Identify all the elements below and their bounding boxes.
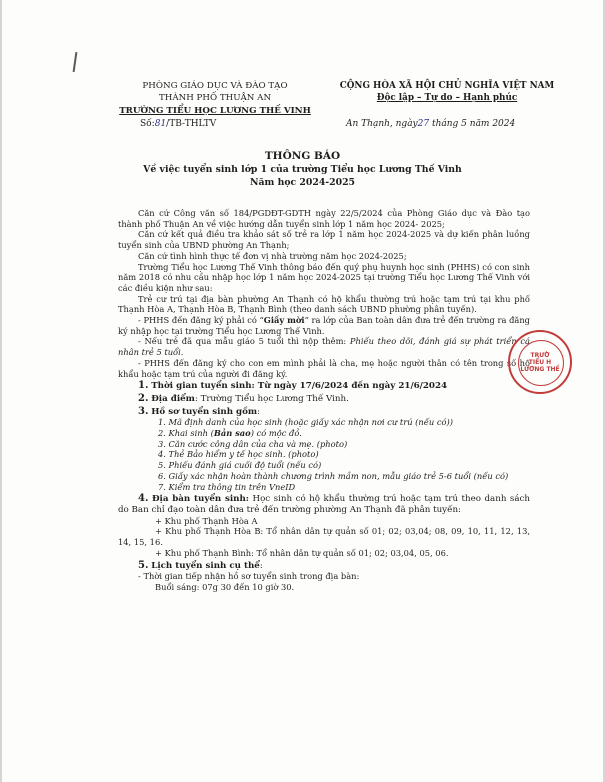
schedule-item: Buổi sáng: 07g 30 đến 10 giờ 30. bbox=[155, 581, 295, 592]
list-item: 2. Khai sinh (Bản sao) có mộc đỏ. bbox=[158, 428, 302, 439]
document-list bbox=[158, 417, 530, 492]
intro-paragraph: Căn cứ kết quả điều tra khảo sát số trẻ ra lớp 1 năm học 2024-2025 và dự kiến phân luồng tuyển sinh của UBND phường An Thạnh; bbox=[118, 229, 530, 251]
schedule-item: - Thời gian tiếp nhận hồ sơ tuyển sinh trong địa bàn: bbox=[138, 571, 360, 582]
area-item: + Khu phố Thạnh Hòa A bbox=[155, 515, 258, 526]
seal-text: TRƯỜ TIỂU H LƯƠNG THẾ bbox=[520, 352, 560, 373]
department-name: PHÒNG GIÁO DỤC VÀ ĐÀO TẠO bbox=[142, 81, 288, 91]
national-motto: Độc lập – Tự do – Hạnh phúc bbox=[376, 93, 518, 104]
rule-kindergarten: - Nếu trẻ đã qua mẫu giáo 5 tuổi thì nộp thêm: Phiếu theo dõi, đánh giá sự phát triển cá nhân trẻ 5 tuổi. bbox=[118, 336, 530, 358]
intro-paragraph: Trường Tiểu học Lương Thế Vinh thông báo đến quý phụ huynh học sinh (PHHS) có con sinh năm 2018 có nhu cầu nhập học lớp 1 năm học 2024-2025 tại trường Tiểu học Lương Thế Vinh với các điều kiện như sau: bbox=[118, 261, 530, 293]
rule-guardian: - PHHS đến đăng ký cho con em mình phải là cha, mẹ hoặc người thân có tên trong số hộ khẩu hoặc tạm trú của người đi đăng ký. bbox=[118, 357, 530, 379]
list-item: 1. Mã định danh của học sinh (hoặc giấy xác nhận nơi cư trú (nếu có)) bbox=[158, 417, 453, 428]
page-edge-left bbox=[0, 0, 2, 782]
document-number: Số:81/TB-THLTV bbox=[140, 119, 217, 129]
school-seal bbox=[508, 330, 572, 394]
rule-invitation: - PHHS đến đăng ký phải có “Giấy mời” ra lớp của Ban toàn dân đưa trẻ đến trường ra đăng ký nhập học tại trường Tiểu học Lương Thế Vinh. bbox=[118, 315, 530, 336]
intro-paragraph: Căn cứ Công văn số 184/PGDĐT-GDTH ngày 22/5/2024 của Phòng Giáo dục và Đào tạo thành phố Thuận An về việc hướng dẫn tuyển sinh lớp 1 năm học 2024- 2025; bbox=[118, 208, 530, 229]
handwritten-mark bbox=[73, 52, 77, 72]
school-year: Năm học 2024-2025 bbox=[249, 177, 356, 188]
intro-paragraph: Trẻ cư trú tại địa bàn phường An Thạnh có hộ khẩu thường trú hoặc tạm trú tại khu phố Thạnh Hòa A, Thạnh Hòa B, Thạnh Bình (theo danh sách UBND phường phân tuyến). bbox=[118, 293, 530, 315]
issuer-block bbox=[115, 80, 315, 117]
country-name: CỘNG HÒA XÃ HỘI CHỦ NGHĨA VIỆT NAM bbox=[339, 81, 555, 91]
section-schedule: 5. Lịch tuyển sinh cụ thể: bbox=[138, 559, 263, 571]
intro-paragraph: Căn cứ tình hình thực tế đơn vị nhà trường năm học 2024-2025; bbox=[138, 250, 407, 261]
notice-subtitle: Về việc tuyển sinh lớp 1 của trường Tiểu học Lương Thế Vinh bbox=[143, 164, 462, 175]
handwritten-day: 27 bbox=[417, 119, 430, 129]
list-item: 5. Phiếu đánh giá cuối độ tuổi (nếu có) bbox=[158, 460, 322, 471]
list-item: 3. Căn cước công dân của cha và mẹ. (photo) bbox=[158, 438, 348, 449]
school-name: TRƯỜNG TIỂU HỌC LƯƠNG THẾ VINH bbox=[119, 105, 311, 116]
section-location: 2. Địa điểm: Trường Tiểu học Lương Thế Vinh. bbox=[138, 392, 349, 404]
list-item: 6. Giấy xác nhận hoàn thành chương trình mầm non, mẫu giáo trẻ 5-6 tuổi (nếu có) bbox=[158, 470, 509, 481]
notice-body bbox=[118, 208, 530, 593]
national-header bbox=[327, 80, 567, 105]
section-enrollment-time: 1. Thời gian tuyển sinh: Từ ngày 17/6/2024 đến ngày 21/6/2024 bbox=[138, 380, 448, 392]
notice-title bbox=[130, 150, 475, 189]
area-item: + Khu phố Thạnh Bình: Tổ nhân dân tự quản số 01; 02; 03,04, 05, 06. bbox=[155, 547, 449, 558]
section-area: 4. Địa bàn tuyển sinh: Học sinh có hộ khẩu thường trú hoặc tạm trú theo danh sách do Ban chỉ đạo toàn dân đưa trẻ đến trường phường An Thạnh đã phân tuyến: bbox=[118, 493, 531, 515]
issue-date: An Thạnh, ngày27 tháng 5 năm 2024 bbox=[346, 119, 516, 129]
handwritten-number: 81 bbox=[154, 119, 167, 129]
list-item: 4. Thẻ Bảo hiểm y tế học sinh. (photo) bbox=[158, 449, 319, 460]
section-documents: 3. Hồ sơ tuyển sinh gồm: bbox=[138, 405, 261, 417]
notice-heading: THÔNG BÁO bbox=[264, 150, 341, 162]
area-item: + Khu phố Thạnh Hòa B: Tổ nhân dân tự quản số 01; 02; 03,04; 08, 09, 10, 11, 12, 13, 14, 15, 16. bbox=[118, 526, 530, 548]
city-name: THÀNH PHỐ THUẬN AN bbox=[158, 93, 272, 104]
list-item: 7. Kiểm tra thông tin trên VneID bbox=[158, 481, 296, 492]
